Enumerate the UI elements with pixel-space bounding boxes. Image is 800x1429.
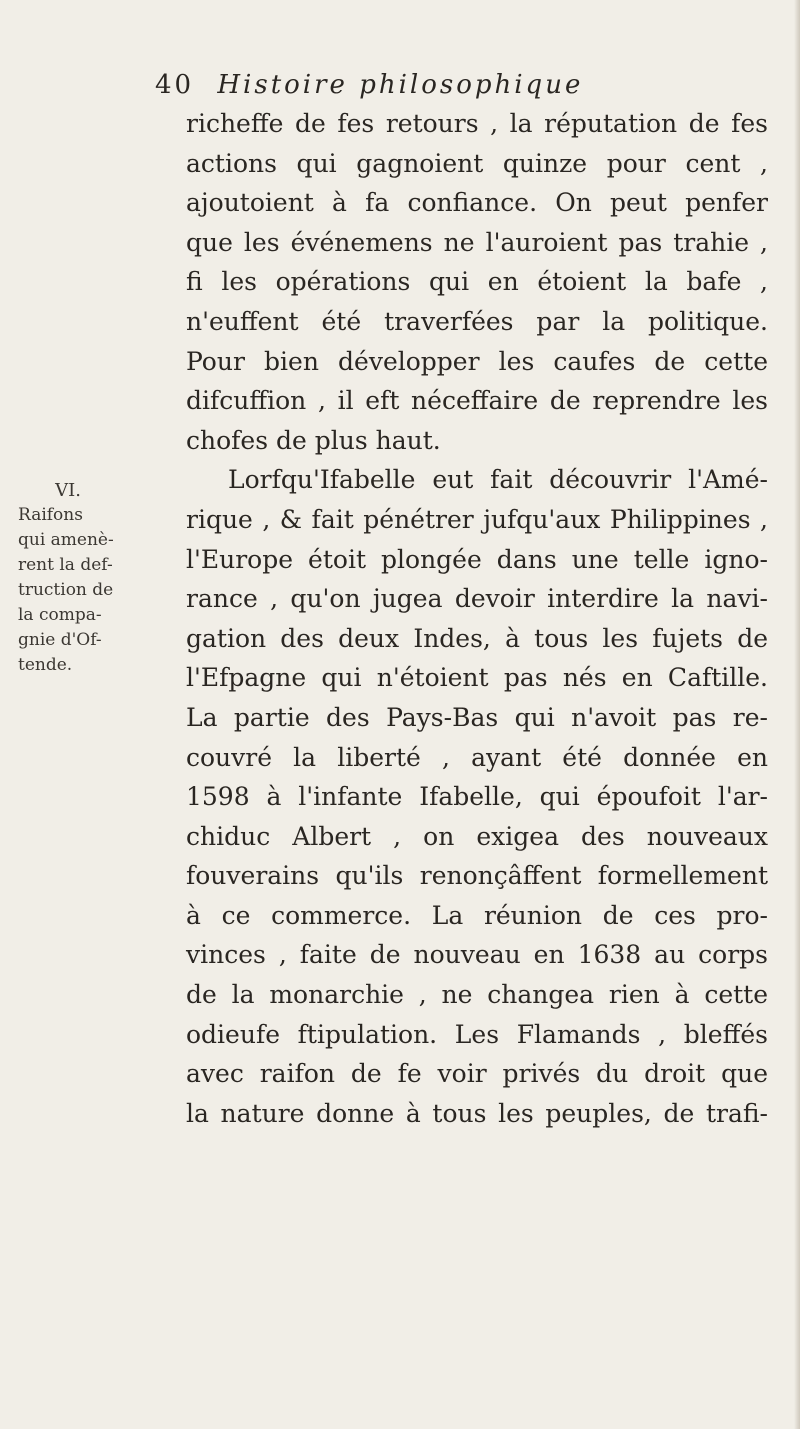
margin-note-line: qui amenè- [18,530,114,550]
margin-note-line: tende. [18,655,73,675]
text-line: rance , qu'on jugea devoir interdire la navi- [186,584,768,614]
margin-note-line: Raifons [18,505,83,525]
text-line: rique , & fait pénétrer jufqu'aux Philippines , [186,504,768,534]
text-line: l'Efpagne qui n'étoient pas nés en Caftille. [186,663,768,693]
text-line: ajoutoient à fa confiance. On peut penfer [186,188,768,218]
text-line: Pour bien développer les caufes de cette [186,346,768,376]
margin-note-line: la compa- [18,605,102,625]
text-line: Lorfqu'Ifabelle eut fait découvrir l'Amé- [228,465,768,495]
text-line: la nature donne à tous les peuples, de trafi- [186,1098,768,1128]
margin-note-number: VI. [55,480,81,501]
text-line: n'euffent été traverfées par la politique. [186,306,768,336]
text-line: odieufe ftipulation. Les Flamands , bleffés [186,1019,768,1049]
text-line: fouverains qu'ils renonçâffent formellement [186,861,768,891]
text-line: vinces , faite de nouveau en 1638 au corps [186,940,768,970]
page-number: 40 [155,70,195,100]
text-line: richeffe de fes retours , la réputation de fes [186,109,768,138]
text-line: actions qui gagnoient quinze pour cent , [186,148,768,178]
running-title: Histoire philosophique [217,70,584,100]
text-line: avec raifon de fe voir privés du droit que [186,1059,768,1089]
running-header [155,70,755,106]
body-text [186,104,768,1133]
text-line: chiduc Albert , on exigea des nouveaux [186,821,768,851]
text-line: difcuffion , il eft néceffaire de reprendre les [186,386,768,416]
text-line: 1598 à l'infante Ifabelle, qui époufoit l'ar- [186,782,768,812]
text-line: La partie des Pays-Bas qui n'avoit pas re- [186,702,768,732]
margin-note-line: rent la def- [18,555,113,575]
text-line: à ce commerce. La réunion de ces pro- [186,900,768,930]
margin-note-line: gnie d'Of- [18,630,102,650]
margin-note-line: truction de [18,580,114,600]
text-line: que les événemens ne l'auroient pas trahie , [186,227,768,257]
text-line: gation des deux Indes, à tous les fujets de [186,623,768,653]
text-line: couvré la liberté , ayant été donnée en [186,742,768,772]
page-edge [794,0,800,1429]
text-line: de la monarchie , ne changea rien à cette [186,980,768,1010]
margin-note [18,478,178,678]
text-line: l'Europe étoit plongée dans une telle igno- [186,544,768,574]
text-line: fi les opérations qui en étoient la bafe , [186,267,768,297]
text-line: chofes de plus haut. [186,425,441,455]
